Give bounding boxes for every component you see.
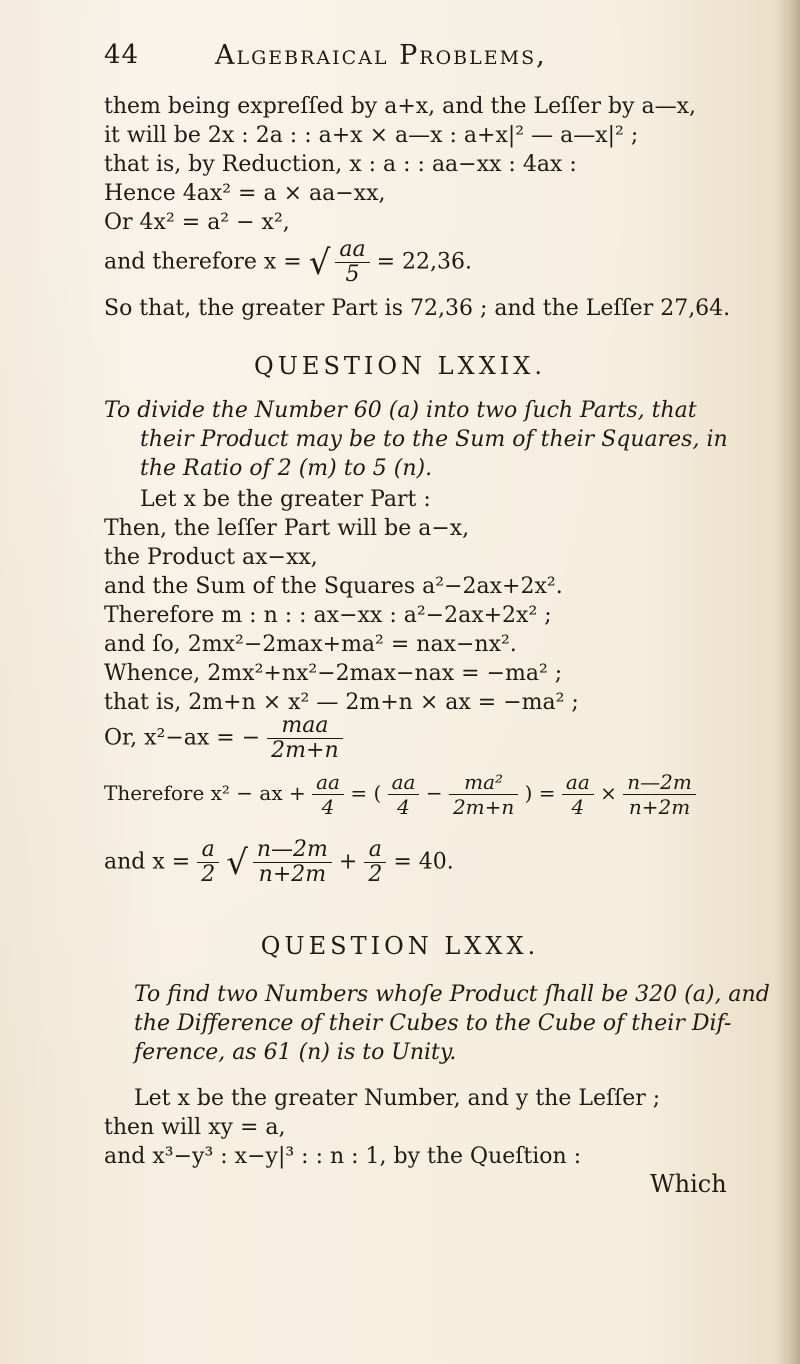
problem-line: To divide the Number 60 (a) into two ſuch Parts, that xyxy=(104,398,697,423)
fraction-denominator: 2 xyxy=(201,862,216,887)
fraction xyxy=(449,770,518,819)
fraction-numerator: n—2m xyxy=(253,838,332,863)
page-number: 44 xyxy=(104,40,140,70)
fraction xyxy=(364,838,386,887)
text-line: Let x be the greater Part : xyxy=(140,487,431,512)
problem-line: To find two Numbers whoſe Product ſhall be 320 (a), and xyxy=(134,982,770,1007)
page-edge-shadow xyxy=(774,0,800,1364)
equation-line xyxy=(104,714,343,763)
eq-text: − xyxy=(425,781,443,805)
eq-text: = 40. xyxy=(393,849,454,875)
text-line: Or 4x² = a² − x², xyxy=(104,210,290,235)
fraction-numerator: aa xyxy=(335,238,369,263)
fraction-numerator: aa xyxy=(562,770,594,795)
eq-text: and x = xyxy=(104,849,191,875)
fraction-numerator: n—2m xyxy=(623,770,696,795)
question-heading: QUESTION LXXIX. xyxy=(254,352,546,380)
eq-text: × xyxy=(600,781,617,805)
eq-text: + xyxy=(338,849,358,875)
text-line: Hence 4ax² = a × aa−xx, xyxy=(104,181,386,206)
running-title: Algebraical Problems, xyxy=(215,40,547,71)
fraction-numerator: ma² xyxy=(449,770,518,795)
text-line: So that, the greater Part is 72,36 ; and the Leſſer 27,64. xyxy=(104,296,731,321)
text-line: them being expreſſed by a+x, and the Leſſer by a—x, xyxy=(104,94,696,119)
eq-text: = 22,36. xyxy=(376,249,472,275)
fraction xyxy=(562,770,594,819)
radical-sign: √ xyxy=(226,842,248,883)
fraction xyxy=(388,770,420,819)
fraction-numerator: aa xyxy=(388,770,420,795)
fraction-denominator: 4 xyxy=(397,795,410,819)
fraction xyxy=(253,838,332,887)
equation-line xyxy=(104,838,454,887)
text-line: and ſo, 2mx²−2max+ma² = nax−nx². xyxy=(104,632,517,657)
text-line: Whence, 2mx²+nx²−2max−nax = −ma² ; xyxy=(104,661,563,686)
text-line: and x³−y³ : x−y|³ : : n : 1, by the Queſtion : xyxy=(104,1144,582,1169)
fraction xyxy=(335,238,369,287)
fraction-numerator: a xyxy=(364,838,386,863)
fraction-denominator: 2 xyxy=(368,862,383,887)
fraction-denominator: 2m+n xyxy=(271,738,339,763)
text-line: that is, 2m+n × x² — 2m+n × ax = −ma² ; xyxy=(104,690,579,715)
text-line: that is, by Reduction, x : a : : aa−xx : 4ax : xyxy=(104,152,577,177)
text-line: and the Sum of the Squares a²−2ax+2x². xyxy=(104,574,563,599)
problem-line: the Difference of their Cubes to the Cube of their Dif- xyxy=(134,1011,732,1036)
text-line: Then, the leſſer Part will be a−x, xyxy=(104,516,470,541)
fraction xyxy=(623,770,696,819)
eq-text: = ( xyxy=(350,781,382,805)
text-line: it will be 2x : 2a : : a+x × a—x : a+x|² — a—x|² ; xyxy=(104,123,639,148)
question-heading: QUESTION LXXX. xyxy=(260,932,540,960)
text-line: Let x be the greater Number, and y the Leſſer ; xyxy=(134,1086,661,1111)
catchword: Which xyxy=(650,1170,727,1198)
text-line: Therefore m : n : : ax−xx : a²−2ax+2x² ; xyxy=(104,603,552,628)
eq-text: Therefore x² − ax + xyxy=(104,781,306,805)
fraction-denominator: n+2m xyxy=(258,862,327,887)
problem-line: their Product may be to the Sum of their Squares, in xyxy=(140,427,728,452)
problem-line: ference, as 61 (n) is to Unity. xyxy=(134,1040,457,1065)
text-line: the Product ax−xx, xyxy=(104,545,318,570)
fraction xyxy=(197,838,219,887)
text-line: then will xy = a, xyxy=(104,1115,286,1140)
fraction-denominator: 4 xyxy=(571,795,585,819)
fraction xyxy=(312,770,344,819)
fraction-denominator: 4 xyxy=(321,795,335,819)
equation-line xyxy=(104,238,472,287)
eq-text: ) = xyxy=(524,781,556,805)
fraction-denominator: 5 xyxy=(345,262,360,287)
eq-text: and therefore x = xyxy=(104,249,302,275)
fraction-denominator: 2m+n xyxy=(452,795,515,819)
radical-sign: √ xyxy=(308,242,331,283)
fraction-numerator: a xyxy=(197,838,219,863)
eq-text: Or, x²−ax = − xyxy=(104,725,261,751)
equation-line xyxy=(104,770,696,819)
fraction xyxy=(267,714,342,763)
fraction-numerator: aa xyxy=(312,770,344,795)
problem-line: the Ratio of 2 (m) to 5 (n). xyxy=(140,456,433,481)
fraction-denominator: n+2m xyxy=(628,795,691,819)
fraction-numerator: maa xyxy=(267,714,342,739)
